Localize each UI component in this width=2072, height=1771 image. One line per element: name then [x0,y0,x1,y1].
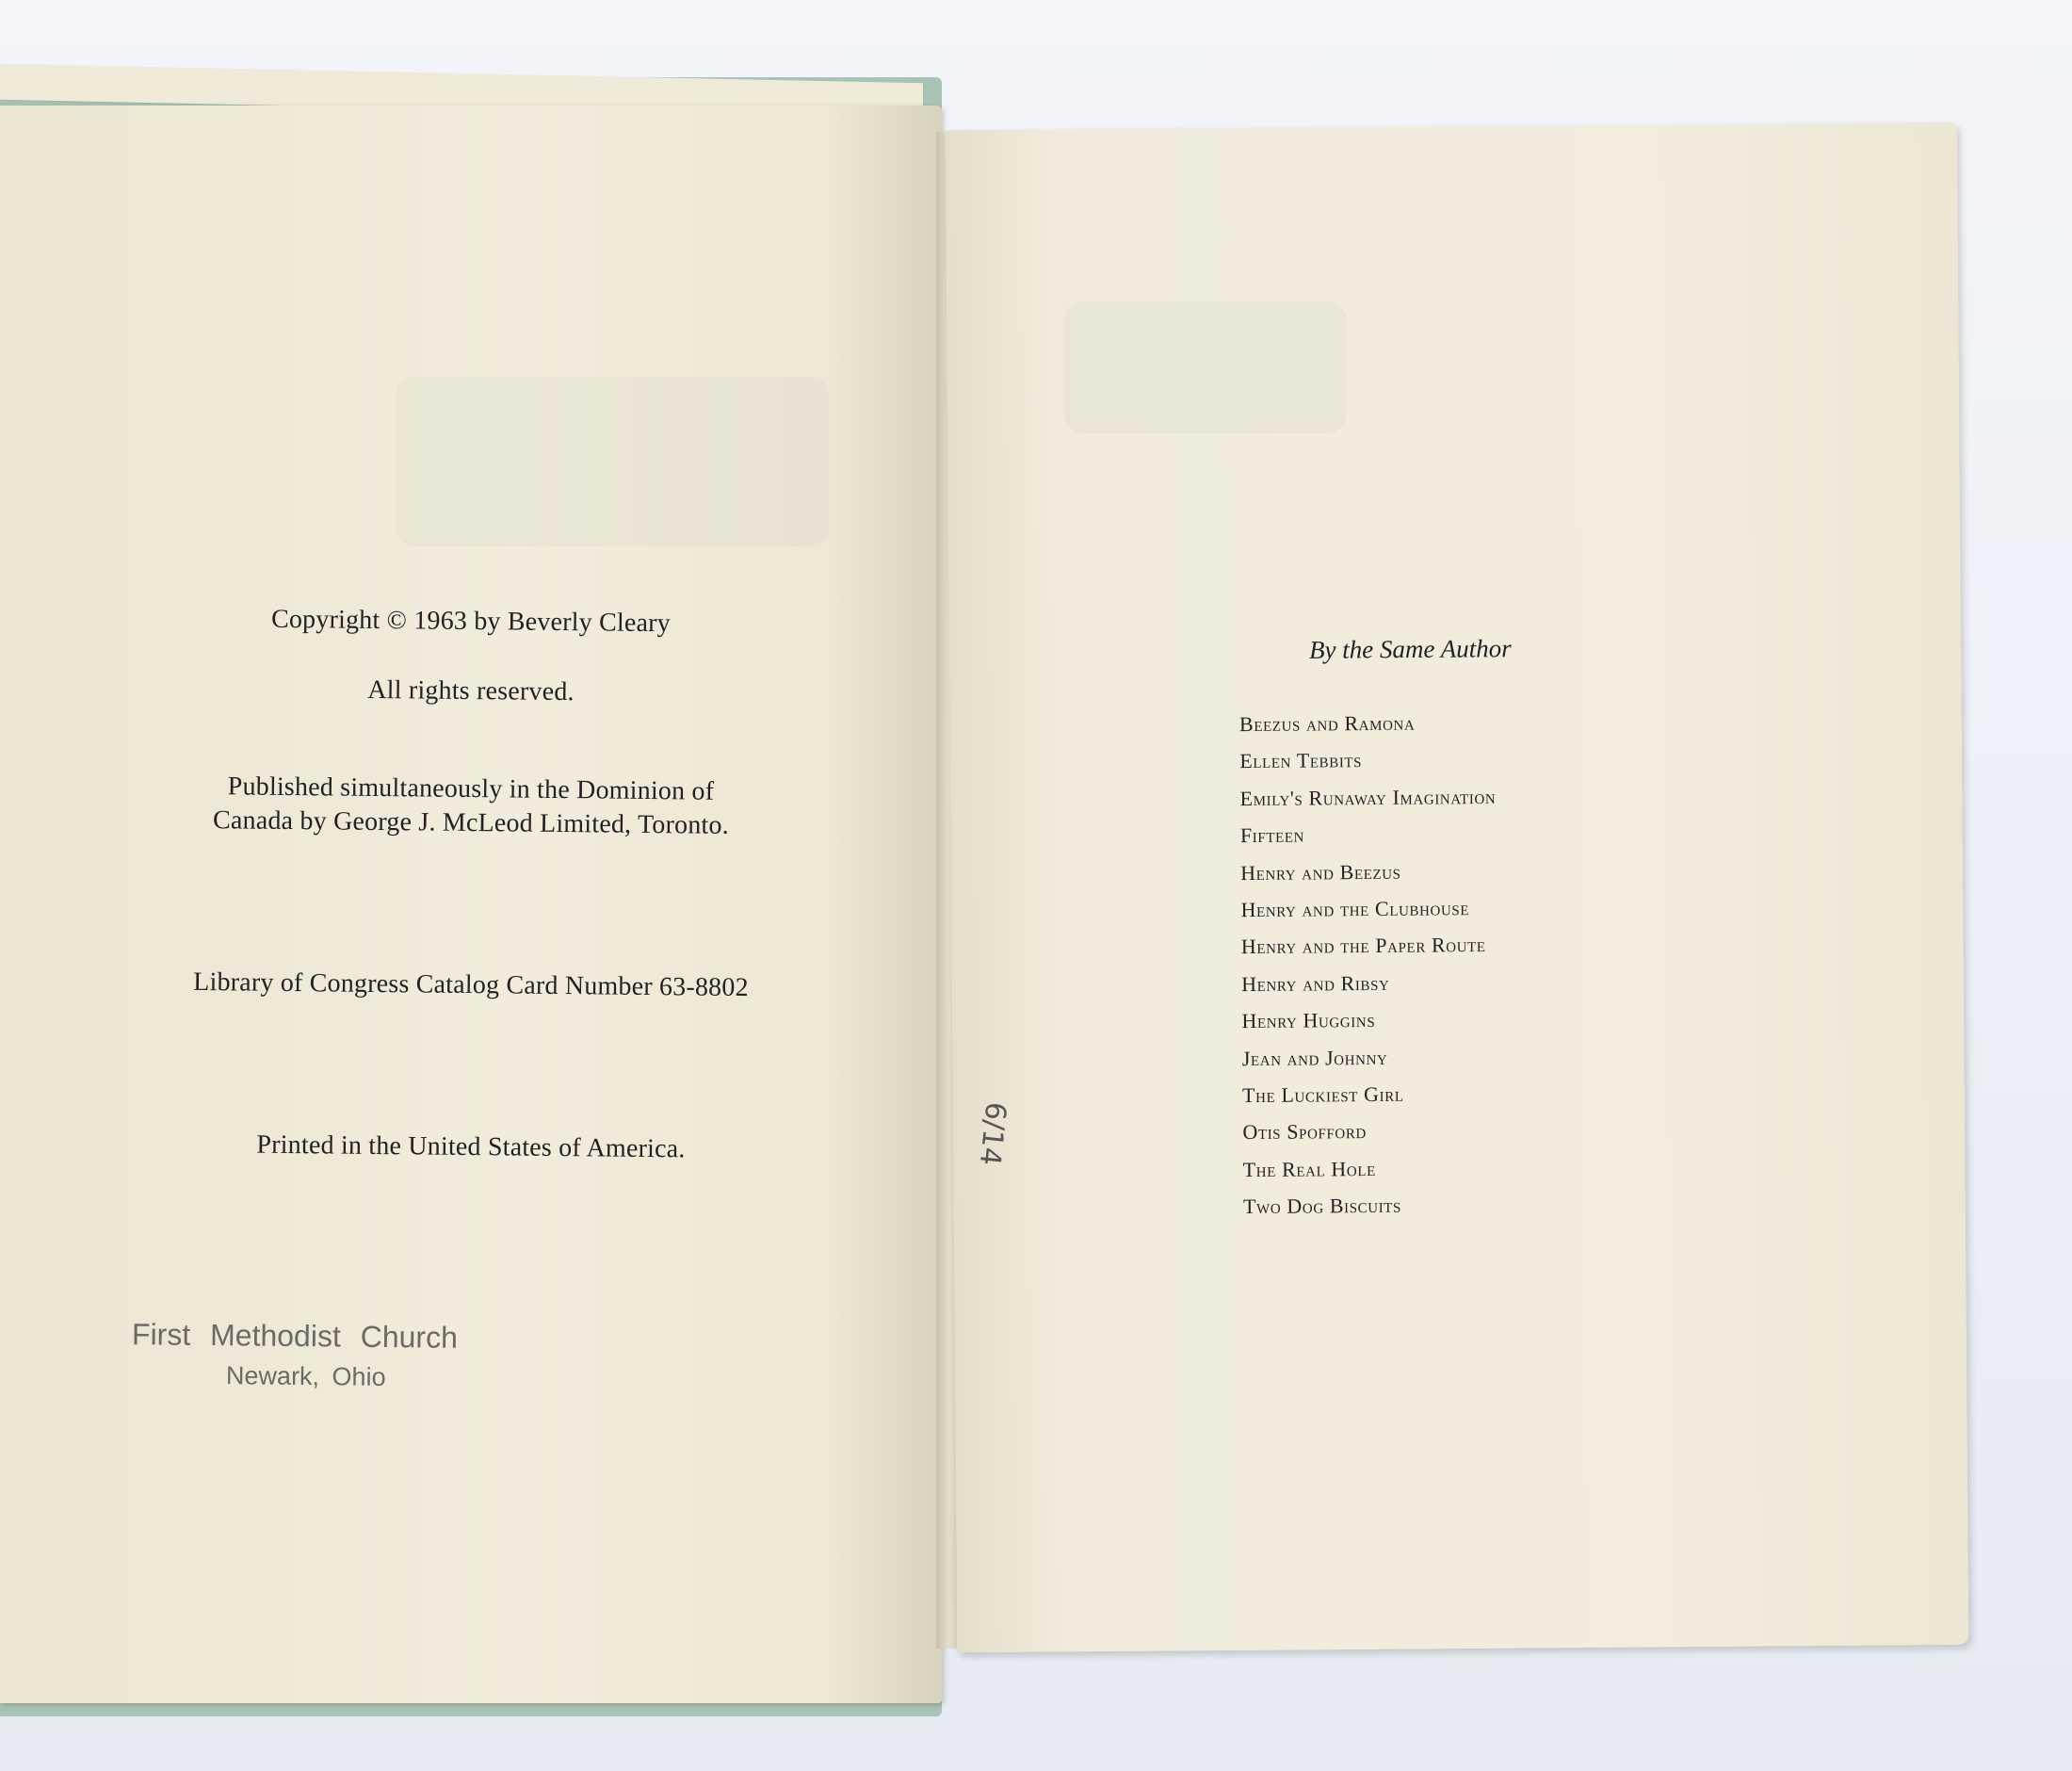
book-title-item: Fifteen [1239,822,1305,848]
book-title-item: The Real Hole [1242,1156,1376,1181]
show-through-shadow [1064,301,1347,433]
book-title-item: Henry and Ribsy [1241,970,1390,996]
library-stamp-name: First Methodist Church [131,1317,459,1355]
rights-line: All rights reserved. [367,674,575,707]
copyright-line: Copyright © 1963 by Beverly Cleary [270,604,672,639]
show-through-shadow [396,377,829,546]
book-title-item: Emily's Runaway Imagination [1239,784,1497,810]
book-title-item: Henry and the Paper Route [1240,933,1486,959]
left-page [0,106,942,1703]
handwritten-note: 6/14 [972,1100,1012,1167]
printed-line: Printed in the United States of America. [256,1129,686,1164]
book-title-item: Henry Huggins [1241,1008,1376,1033]
book-title-item: Ellen Tebbits [1239,748,1363,773]
book-title-item: Jean and Johnny [1241,1045,1388,1070]
library-stamp-location: Newark, Ohio [225,1361,386,1391]
lccn-line: Library of Congress Catalog Card Number 63-8802 [193,967,749,1003]
book-title-item: Otis Spofford [1242,1119,1367,1145]
book-title-item: Henry and Beezus [1240,859,1401,885]
book-title-item: Henry and the Clubhouse [1240,896,1470,922]
published-line-1: Published simultaneously in the Dominion of [227,772,715,806]
published-line-2: Canada by George J. McLeod Limited, Toronto. [212,805,730,840]
book-title-list [1239,704,1499,1226]
book-title-item: Beezus and Ramona [1238,710,1416,737]
book-title-item: Two Dog Biscuits [1242,1193,1402,1219]
book-title-item: The Luckiest Girl [1241,1081,1404,1107]
same-author-heading: By the Same Author [1308,634,1512,664]
